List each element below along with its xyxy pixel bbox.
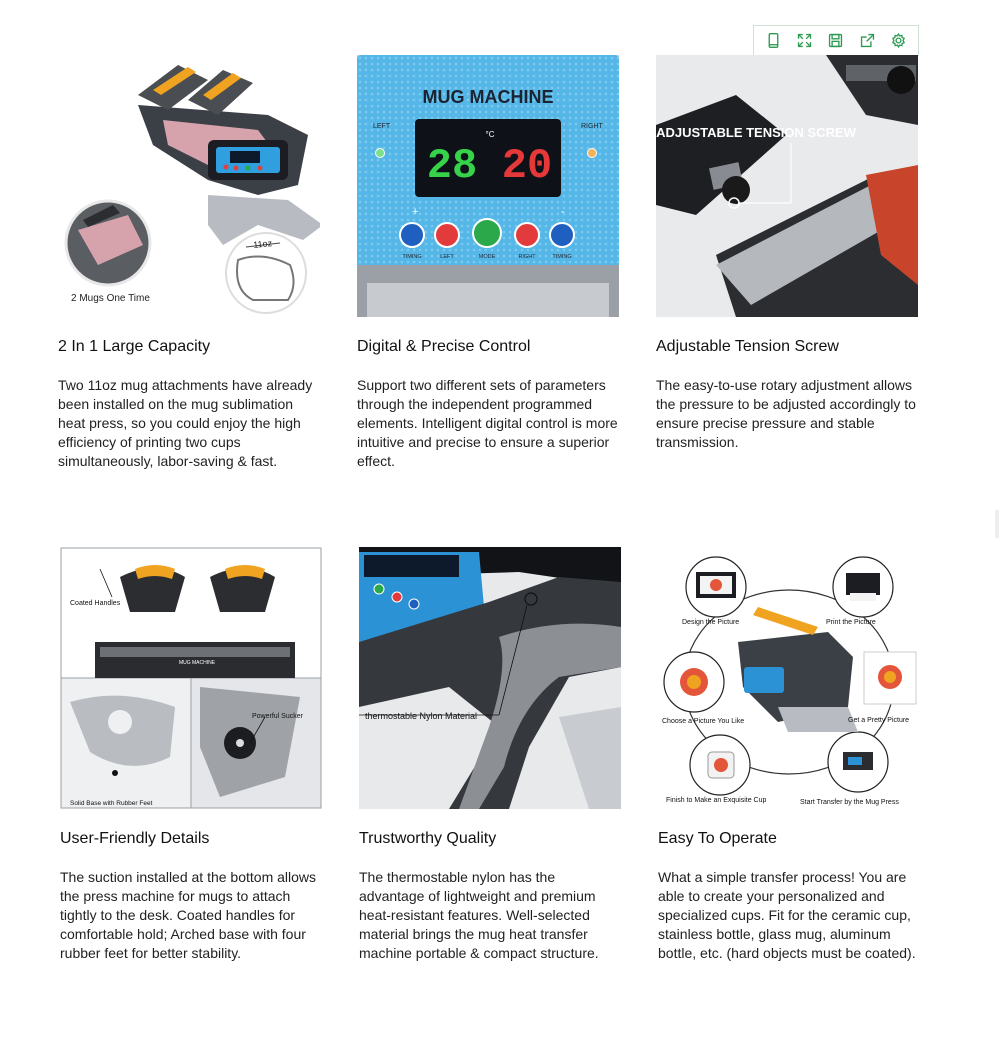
feature-image-tension-screw	[656, 55, 918, 317]
feature-title: User-Friendly Details	[60, 830, 210, 847]
feature-description: The thermostable nylon has the advantage of lightweight and premium heat-resistant features. Well-selected material brings the mug heat transfer machine portable & compact structure.	[359, 869, 599, 961]
sucker-label: Powerful Sucker	[252, 713, 303, 720]
capacity-caption: 2 Mugs One Time	[71, 293, 150, 304]
feature-description: The suction installed at the bottom allows the press machine for mugs to attach tightly to the desk. Coated handles for comfortable hold; Arched base with four rubber feet for better stability.	[60, 869, 317, 961]
feature-image-control	[357, 55, 619, 317]
brand-label-small: MUG MACHINE	[178, 660, 216, 666]
save-icon[interactable]	[823, 28, 849, 54]
handles-label: Coated Handles	[70, 600, 121, 607]
minus-label: -	[561, 206, 565, 218]
feature-description: The easy-to-use rotary adjustment allows the pressure to be adjusted accordingly to ensure precise pressure and stable transmission.	[656, 377, 916, 450]
feature-card-operate	[658, 547, 920, 963]
display-right: 20	[501, 142, 553, 190]
fullscreen-icon[interactable]	[792, 28, 818, 54]
step-transfer: Start Transfer by the Mug Press	[800, 799, 899, 806]
feature-card-details	[60, 547, 322, 963]
step-design: Design the Picture	[682, 619, 740, 626]
plus-label: +	[412, 206, 419, 218]
feature-description: Two 11oz mug attachments have already been installed on the mug sublimation heat press, so you could enjoy the high efficiency of printing two cups simultaneously, labor-saving & fast.	[58, 377, 313, 469]
step-print: Print the Picture	[826, 619, 876, 626]
step-choose: Choose a Picture You Like	[662, 718, 745, 725]
btn-label-timing-left: TIMING	[402, 254, 422, 260]
feature-title: Adjustable Tension Screw	[656, 338, 839, 355]
size-label: 11oz	[252, 238, 273, 250]
btn-label-mode: MODE	[478, 254, 496, 260]
right-label: RIGHT	[581, 123, 603, 130]
brand-label: MUG MACHINE	[422, 87, 554, 107]
btn-label-left: LEFT	[440, 254, 454, 260]
feature-title: Easy To Operate	[658, 830, 777, 847]
feature-image-capacity	[58, 55, 320, 317]
base-label: Solid Base with Rubber Feet	[70, 800, 153, 807]
settings-icon[interactable]	[885, 28, 911, 54]
image-toolbar	[753, 25, 919, 56]
feature-title: Digital & Precise Control	[357, 338, 531, 355]
step-finish: Finish to Make an Exquisite Cup	[666, 797, 767, 804]
feature-card-tension-screw	[656, 55, 918, 452]
step-get-picture: Get a Pretty Picture	[848, 717, 910, 724]
tablet-icon[interactable]	[761, 28, 787, 54]
share-icon[interactable]	[854, 28, 880, 54]
feature-description: What a simple transfer process! You are able to create your personalized and specialized cups. Fit for the ceramic cup, stainless bottle, glass mug, aluminum bottle, etc. (hard objects must be coated).	[658, 869, 916, 961]
display-left: 28	[426, 142, 478, 190]
feature-card-capacity	[58, 55, 320, 471]
feature-title: Trustworthy Quality	[359, 830, 497, 847]
feature-title: 2 In 1 Large Capacity	[58, 338, 211, 355]
nylon-callout: thermostable Nylon Material	[365, 711, 478, 721]
btn-label-timing-right: TIMING	[552, 254, 572, 260]
feature-image-details	[60, 547, 322, 809]
feature-description: Support two different sets of parameters through the independent programmed elements. Intelligent digital control is more intuitive and precise to ensure a superior effect.	[357, 377, 618, 469]
left-label: LEFT	[373, 123, 391, 130]
feature-image-operate	[658, 547, 920, 809]
temp-unit: °C	[485, 130, 495, 139]
feature-card-control	[357, 55, 619, 471]
feature-image-quality	[359, 547, 621, 809]
feature-card-quality	[359, 547, 621, 963]
btn-label-right: RIGHT	[518, 254, 536, 260]
scroll-edge-marker	[995, 510, 999, 538]
tension-callout: ADJUSTABLE TENSION SCREW	[656, 125, 856, 140]
